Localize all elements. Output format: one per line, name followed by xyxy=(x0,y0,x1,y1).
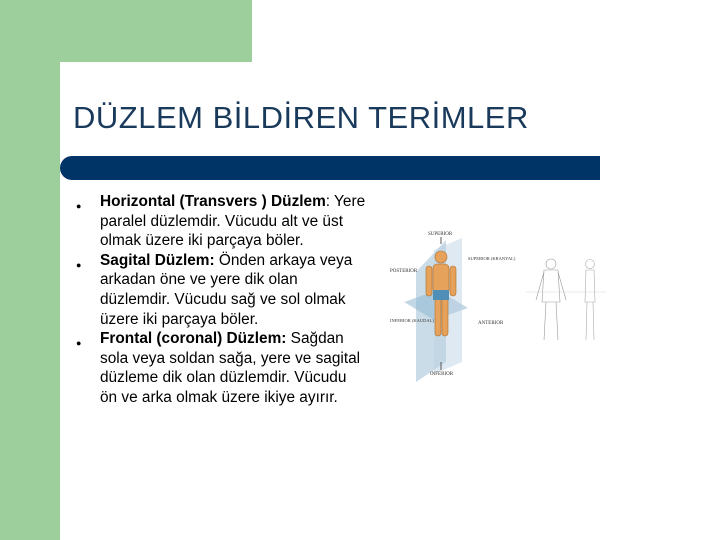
label-superior-kranyal: SUPERIOR (KRANYAL) xyxy=(468,256,516,261)
bullet-text xyxy=(100,251,366,329)
bullet-item-sagital xyxy=(76,251,366,329)
bullet-dot-icon: ● xyxy=(76,338,82,349)
slide-title: DÜZLEM BİLDİREN TERİMLER xyxy=(73,100,529,135)
label-posterior: POSTERIOR xyxy=(390,269,418,274)
bullet-desc: : Yere paralel düzlemdir. Vücudu alt ve üst olmak üzere iki parçaya böler. xyxy=(100,193,366,250)
label-anterior: ANTERIOR xyxy=(478,321,504,326)
anatomical-planes-figure xyxy=(386,222,611,382)
bullet-desc: Önden arkaya veya arkadan öne ve yere dik olan düzlemdir. Vücudu sağ ve sol olmak üzere iki parçaya böler. xyxy=(100,251,353,328)
human-figure-outline-front xyxy=(536,259,566,340)
bullet-dot-icon: ● xyxy=(76,259,82,270)
bullet-dot-icon: ● xyxy=(76,201,82,211)
bullet-item-horizontal xyxy=(76,192,366,251)
bullet-item-frontal xyxy=(76,329,366,407)
bullet-term: Frontal (coronal) Düzlem: xyxy=(100,330,287,348)
figure-shorts xyxy=(433,290,449,300)
decorative-green-left-band xyxy=(0,0,60,540)
bullet-term: Sagital Düzlem: xyxy=(100,251,215,269)
label-inferior: INFERIOR xyxy=(430,372,454,377)
bullet-term: Horizontal (Transvers ) Düzlem xyxy=(100,193,326,210)
label-superior: SUPERIOR xyxy=(428,232,453,237)
human-figure-outline-side xyxy=(585,260,595,341)
title-underline-bar xyxy=(60,156,600,180)
bullet-text xyxy=(100,329,366,407)
label-inferior-kaudal: INFERIOR (KAUDAL) xyxy=(390,318,434,323)
bullet-list xyxy=(76,192,366,408)
bullet-desc: Sağdan sola veya soldan sağa, yere ve sagital düzleme dik olan düzlemdir. Vücudu ön ve arka olmak üzere ikiye ayırır. xyxy=(100,330,361,406)
bullet-text xyxy=(100,192,366,251)
